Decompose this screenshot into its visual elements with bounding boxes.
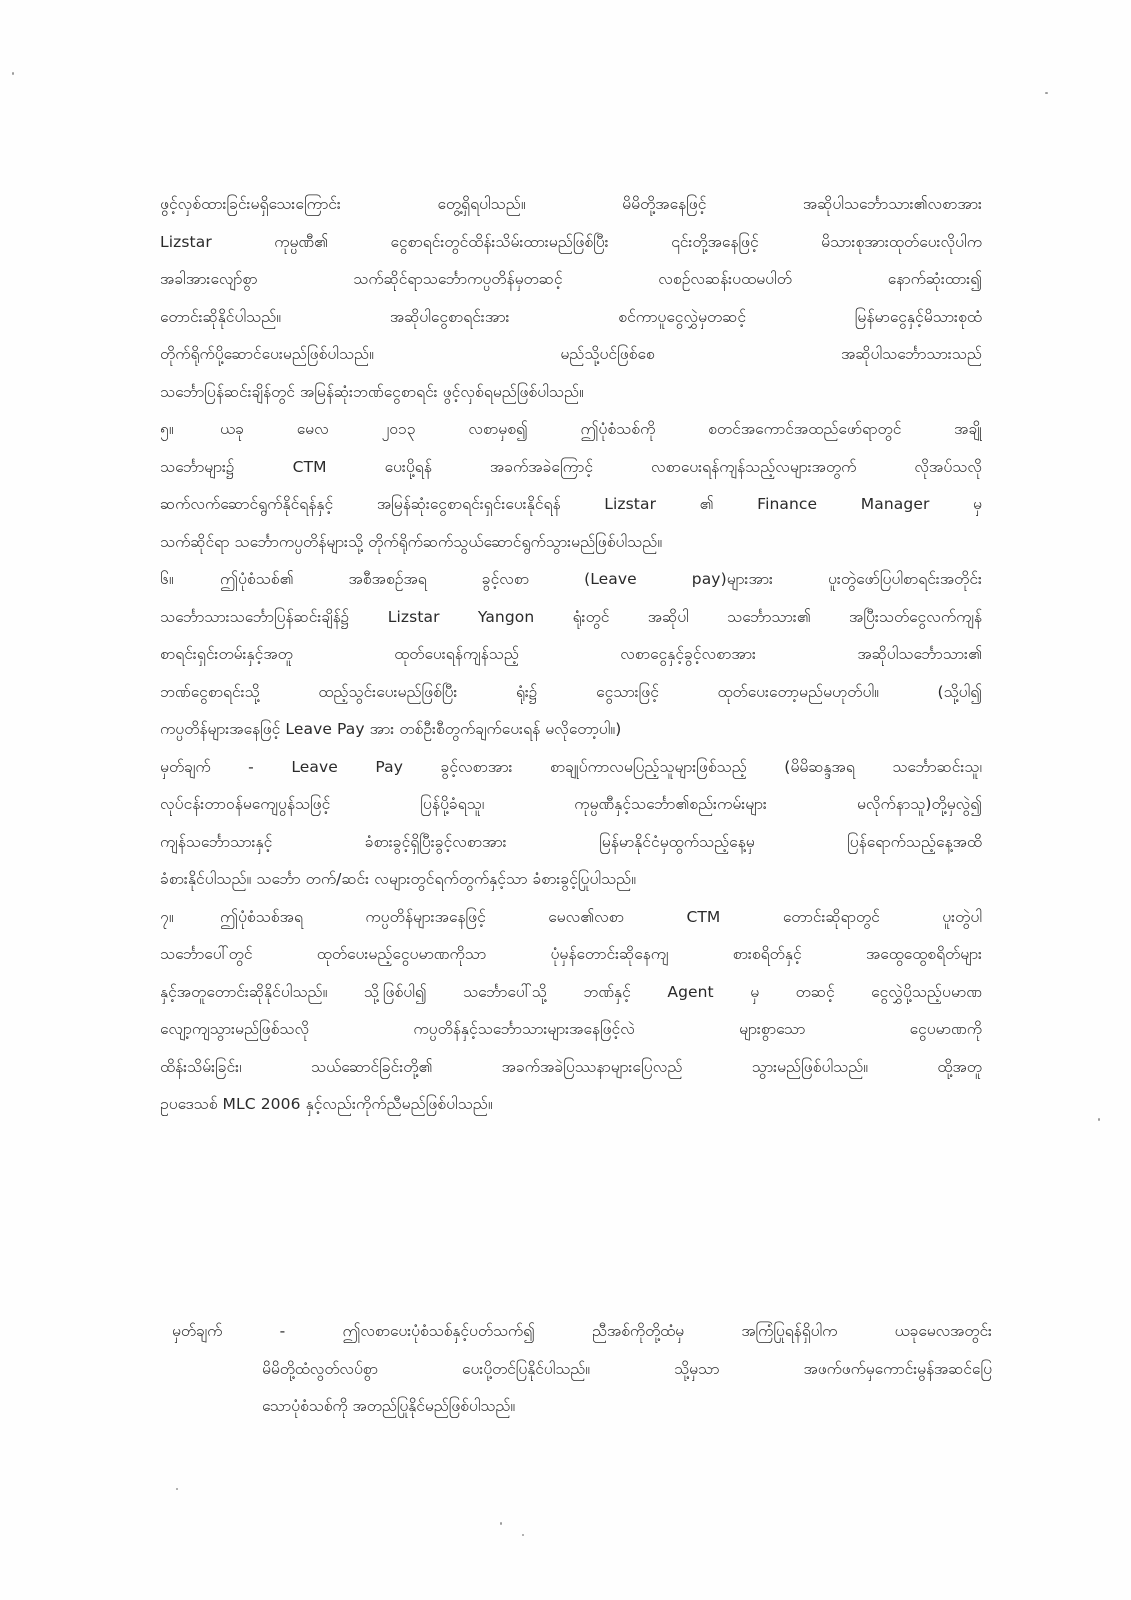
text-line: ကျန်သင်္ဘောသားနှင့် ခံစားခွင့်ရှိပြီးခွင့်လစာအား မြန်မာနိုင်ငံမှထွက်သည့်နေ့မှ ပြန်ရောက်သည့်နေ့အထိ	[160, 832, 982, 851]
text-line: မှတ်ချက် - ဤလစာပေးပုံစံသစ်နှင့်ပတ်သက်၍ ညီအစ်ကိုတို့ထံမှ အကြံပြုရန်ရှိပါက ယခုမေလအတွင်း	[172, 1322, 992, 1340]
text-line	[160, 561, 982, 599]
text-line: ကပ္ပတိန်များအနေဖြင့် Leave Pay အား တစ်ဦးစီတွက်ချက်ပေးရန် မလိုတော့ပါ။)	[160, 720, 622, 738]
text-line: ထိန်းသိမ်းခြင်း၊ သယ်ဆောင်ခြင်းတို့၏ အခက်အခဲပြဿနာများပြေလည် သွားမည်ဖြစ်ပါသည်။ ထို့အတူ	[160, 1057, 982, 1076]
scan-speck	[500, 1522, 502, 1525]
text-line: နှင့်အတူတောင်းဆိုနိုင်ပါသည်။ သို့ဖြစ်ပါ၍ သင်္ဘောပေါ်သို့ ဘဏ်နှင့် Agent မှ တဆင့် ငွေလွှဲပို့သည့်ပမာဏ	[160, 982, 982, 1001]
note-leave-pay	[160, 749, 982, 899]
scan-speck	[176, 1488, 178, 1490]
scan-speck	[1098, 1118, 1100, 1121]
text-line: ဥပဒေသစ် MLC 2006 နှင့်လည်းကိုက်ညီမည်ဖြစ်ပါသည်။	[160, 1095, 493, 1113]
paragraph-number: ၇။	[160, 907, 174, 926]
scan-speck	[1045, 92, 1048, 94]
intro-paragraph	[160, 186, 982, 411]
text-line: လျော့ကျသွားမည်ဖြစ်သလို ကပ္ပတိန်နှင့်သင်္ဘောသားများအနေဖြင့်လဲ များစွာသော ငွေပမာဏကို	[160, 1020, 982, 1038]
text-line	[160, 899, 982, 937]
paragraph-7	[160, 899, 982, 1124]
text-span: ဤပုံစံသစ်၏ အစီအစဉ်အရ ခွင့်လစာ (Leave pay)များအား ပူးတွဲဖော်ပြပါစာရင်းအတိုင်း	[220, 570, 982, 588]
paragraph-6	[160, 561, 982, 749]
text-span: ယခု မေလ ၂၀၁၃ လစာမှစ၍ ဤပုံစံသစ်ကို စတင်အကောင်အထည်ဖော်ရာတွင် အချို့	[220, 420, 982, 438]
text-line: သောပုံစံသစ်ကို အတည်ပြုနိုင်မည်ဖြစ်ပါသည်။	[262, 1397, 516, 1415]
text-line: စာရင်းရှင်းတမ်းနှင့်အတူ ထုတ်ပေးရန်ကျန်သည့် လစာငွေနှင့်ခွင့်လစာအား အဆိုပါသင်္ဘောသား၏	[160, 645, 982, 663]
paragraph-number: ၆။	[160, 570, 174, 588]
text-line: အခါအားလျော်စွာ သက်ဆိုင်ရာသင်္ဘောကပ္ပတိန်မှတဆင့် လစဉ်လဆန်းပထမပါတ် နောက်ဆုံးထား၍	[160, 270, 982, 288]
text-line: ဘဏ်ငွေစာရင်းသို့ ထည့်သွင်းပေးမည်ဖြစ်ပြီး ရုံး၌ ငွေသားဖြင့် ထုတ်ပေးတော့မည်မဟုတ်ပါ။ (သို့ပါ၍	[160, 682, 982, 701]
text-line: လုပ်ငန်းတာဝန်မကျေပွန်သဖြင့် ပြန်ပို့ခံရသူ၊ ကုမ္ပဏီနှင့်သင်္ဘော၏စည်းကမ်းများ မလိုက်နာသူ)တို့မှလွဲ၍	[160, 795, 982, 813]
text-line: သင်္ဘောသားသင်္ဘောပြန်ဆင်းချိန်၌ Lizstar Yangon ရုံးတွင် အဆိုပါ သင်္ဘောသား၏ အပြီးသတ်ငွေလက်ကျန်	[160, 607, 982, 626]
scan-speck	[522, 1534, 524, 1536]
paragraph-number: ၅။	[160, 420, 174, 438]
text-line	[160, 411, 982, 449]
text-line: Lizstar ကုမ္ပဏီ၏ ငွေစာရင်းတွင်ထိန်းသိမ်းထားမည်ဖြစ်ပြီး ၎င်းတို့အနေဖြင့် မိသားစုအားထုတ်ပေးလိုပါက	[160, 232, 982, 251]
note-feedback	[172, 1313, 992, 1426]
text-span: ဤပုံစံသစ်အရ ကပ္ပတိန်များအနေဖြင့် မေလ၏လစာ CTM တောင်းဆိုရာတွင် ပူးတွဲပါ	[220, 907, 982, 926]
text-line: မိမိတို့ထံလွတ်လပ်စွာ ပေးပို့တင်ပြနိုင်ပါသည်။ သို့မှသာ အဖက်ဖက်မှကောင်းမွန်အဆင်ပြေ	[262, 1359, 992, 1378]
document-body	[160, 186, 982, 1124]
text-line: တိုက်ရိုက်ပို့ဆောင်ပေးမည်ဖြစ်ပါသည်။ မည်သို့ပင်ဖြစ်စေ အဆိုပါသင်္ဘောသားသည်	[160, 345, 982, 363]
text-line: သင်္ဘောများ၌ CTM ပေးပို့ရန် အခက်အခဲကြောင့် လစာပေးရန်ကျန်သည့်လများအတွက် လိုအပ်သလို	[160, 457, 982, 476]
paragraph-5	[160, 411, 982, 561]
text-line: သင်္ဘောပြန်ဆင်းချိန်တွင် အမြန်ဆုံးဘဏ်ငွေစာရင်း ဖွင့်လှစ်ရမည်ဖြစ်ပါသည်။	[160, 382, 584, 401]
text-line: ဖွင့်လှစ်ထားခြင်းမရှိသေးကြောင်း တွေ့ရှိရပါသည်။ မိမိတို့အနေဖြင့် အဆိုပါသင်္ဘောသား၏လစာအား	[160, 195, 982, 213]
text-line: သက်ဆိုင်ရာ သင်္ဘောကပ္ပတိန်များသို့ တိုက်ရိုက်ဆက်သွယ်ဆောင်ရွက်သွားမည်ဖြစ်ပါသည်။	[160, 532, 663, 551]
text-line: တောင်းဆိုနိုင်ပါသည်။ အဆိုပါငွေစာရင်းအား စင်ကာပူငွေလွှဲမှတဆင့် မြန်မာငွေနှင့်မိသားစုထံ	[160, 307, 982, 326]
text-line: သင်္ဘောပေါ်တွင် ထုတ်ပေးမည့်ငွေပမာဏကိုသာ ပုံမှန်တောင်းဆိုနေကျ စားစရိတ်နှင့် အထွေထွေစရိတ်များ	[160, 945, 982, 963]
text-line: မှတ်ချက် - Leave Pay ခွင့်လစာအား စာချုပ်ကာလမပြည့်သူများဖြစ်သည့် (မိမိဆန္ဒအရ သင်္ဘောဆင်းသူ၊	[160, 757, 982, 776]
text-line: ခံစားနိုင်ပါသည်။ သင်္ဘော တက်/ဆင်း လများတွင်ရက်တွက်နှင့်သာ ခံစားခွင့်ပြုပါသည်။	[160, 870, 637, 888]
text-line: ဆက်လက်ဆောင်ရွက်နိုင်ရန်နှင့် အမြန်ဆုံးငွေစာရင်းရှင်းပေးနိုင်ရန် Lizstar ၏ Finance Manager မှ	[160, 495, 982, 513]
scan-speck	[12, 72, 14, 75]
